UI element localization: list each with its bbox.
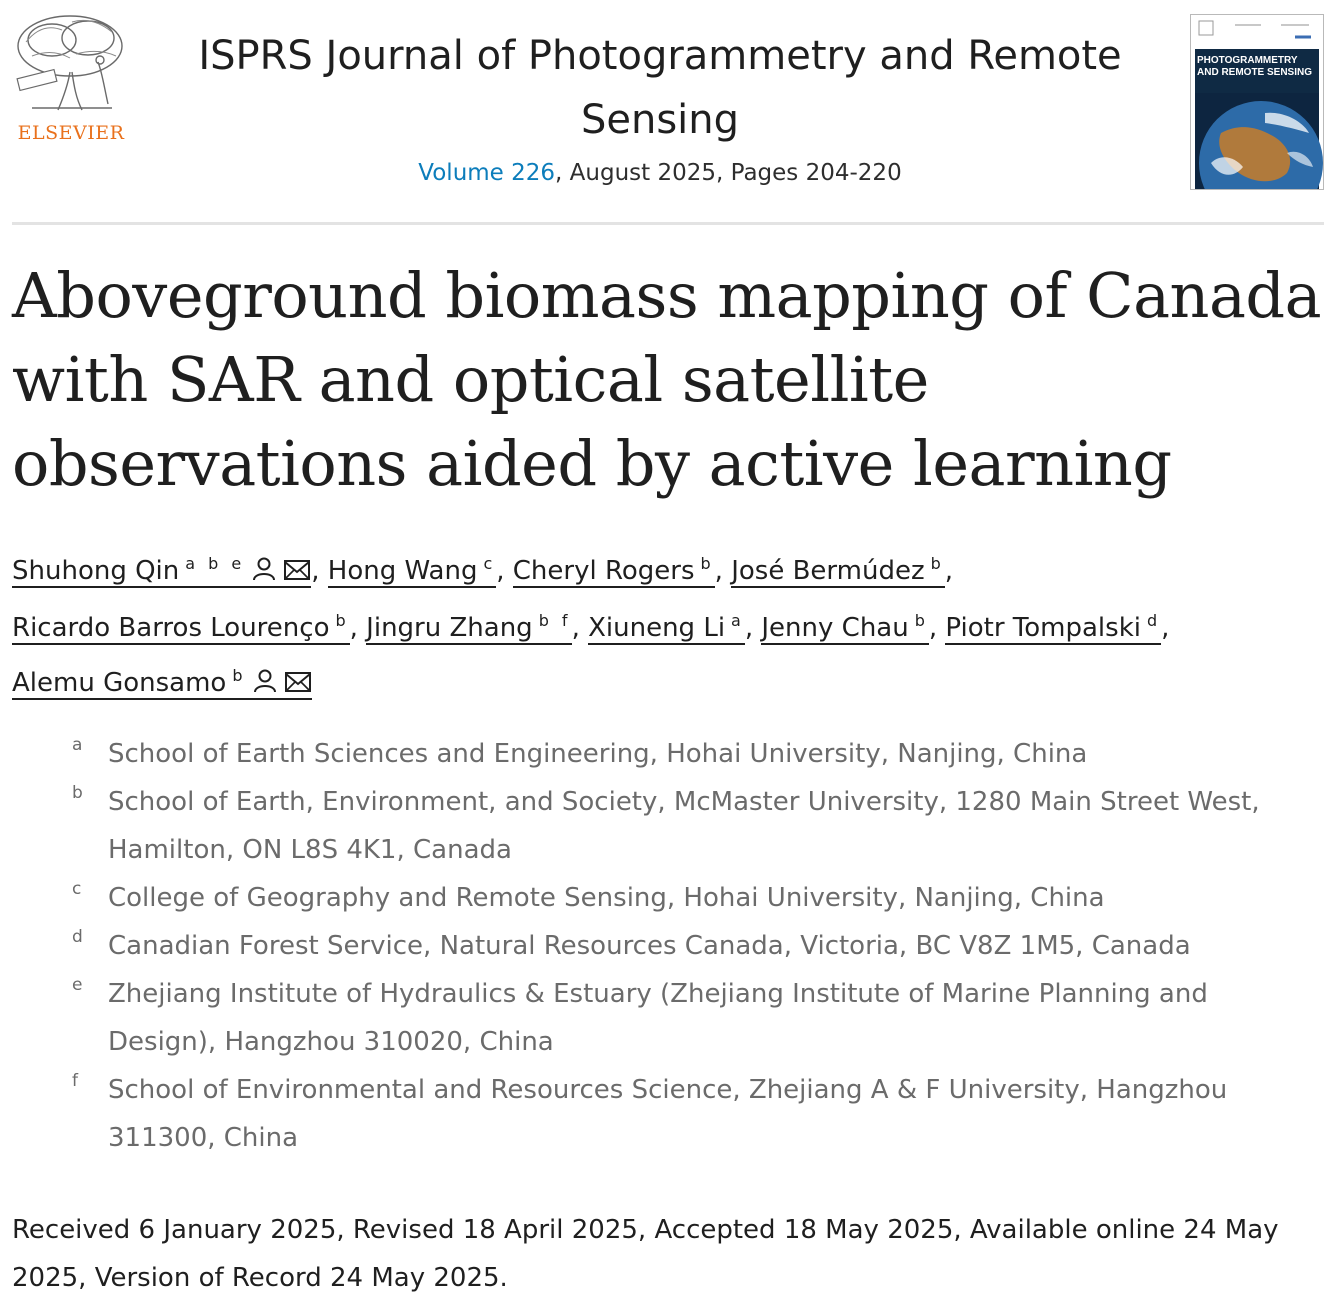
affiliation-label: c	[72, 879, 82, 899]
author-ricardo-barros-lourenco[interactable]	[12, 613, 350, 645]
author-jenny-chau[interactable]	[761, 613, 928, 645]
affiliation-d	[72, 922, 1312, 970]
person-icon[interactable]	[252, 661, 278, 709]
cover-header-area	[1191, 15, 1323, 49]
history-line: Received 6 January 2025, Revised 18 April 2025, Accepted 18 May 2025, Available online 24 May	[12, 1215, 1279, 1245]
author-name: Hong Wang	[327, 556, 478, 586]
affiliation-text: College of Geography and Remote Sensing, Hohai University, Nanjing, China	[108, 883, 1105, 913]
history-line: 2025, Version of Record 24 May 2025.	[12, 1263, 508, 1293]
elsevier-tree-icon	[12, 12, 130, 116]
journal-cover-image[interactable]	[1190, 14, 1324, 190]
affiliation-text: School of Environmental and Resources Science, Zhejiang A & F University, Hangzhou	[108, 1075, 1228, 1105]
author-affiliation-refs: b	[335, 611, 350, 630]
email-icon[interactable]	[284, 661, 312, 709]
author-name: Shuhong Qin	[12, 556, 180, 586]
cover-title-line1: PHOTOGRAMMETRY	[1197, 55, 1298, 66]
affiliation-text: Zhejiang Institute of Hydraulics & Estuary (Zhejiang Institute of Marine Planning and	[108, 979, 1208, 1009]
volume-link[interactable]: Volume 226	[418, 160, 556, 186]
header-divider	[12, 222, 1324, 225]
affiliation-list	[72, 730, 1312, 1162]
author-shuhong-qin[interactable]	[12, 556, 311, 588]
person-icon[interactable]	[251, 549, 277, 597]
author-separator: ,	[928, 613, 938, 643]
affiliation-label: e	[72, 975, 83, 995]
article-title: Aboveground biomass mapping of Canada with SAR and optical satellite observations aided by active learning	[12, 259, 1322, 500]
affiliation-label: d	[72, 927, 83, 947]
author-name: José Bermúdez	[731, 556, 925, 586]
author-affiliation-refs: b	[232, 666, 247, 685]
author-name: Xiuneng Li	[588, 613, 726, 643]
affiliation-e	[72, 970, 1312, 1066]
author-name: Cheryl Rogers	[512, 556, 695, 586]
author-name: Piotr Tompalski	[945, 613, 1141, 643]
issue-details: , August 2025, Pages 204-220	[555, 160, 902, 186]
author-affiliation-refs: b	[914, 611, 929, 630]
author-cheryl-rogers[interactable]	[513, 556, 715, 588]
journal-title-link[interactable]: ISPRS Journal of Photogrammetry and Remote Sensing	[198, 33, 1122, 143]
article-header	[0, 0, 1344, 224]
earth-cover-icon	[1191, 93, 1323, 190]
author-name: Jingru Zhang	[366, 613, 533, 643]
publisher-name: ELSEVIER	[17, 122, 125, 144]
affiliation-text: 311300, China	[108, 1123, 299, 1153]
affiliation-b	[72, 778, 1312, 874]
author-name: Ricardo Barros Lourenço	[12, 613, 330, 643]
author-name: Jenny Chau	[761, 613, 909, 643]
cover-title-line2: AND REMOTE SENSING	[1197, 67, 1313, 78]
author-hong-wang[interactable]	[328, 556, 496, 588]
author-separator: ,	[311, 556, 320, 586]
author-affiliation-refs: a b e	[185, 554, 246, 573]
author-affiliation-refs: b	[700, 554, 715, 573]
affiliation-label: f	[72, 1071, 78, 1091]
affiliation-a	[72, 730, 1312, 778]
affiliation-f	[72, 1066, 1312, 1162]
author-name: Alemu Gonsamo	[12, 668, 227, 698]
author-separator: ,	[496, 556, 505, 586]
author-jose-bermudez[interactable]	[731, 556, 945, 588]
affiliation-text: Design), Hangzhou 310020, China	[108, 1027, 554, 1057]
author-xiuneng-li[interactable]	[588, 613, 745, 645]
author-separator: ,	[571, 613, 580, 643]
author-affiliation-refs: d	[1146, 611, 1162, 630]
author-affiliation-refs: b f	[538, 611, 572, 630]
author-jingru-zhang[interactable]	[366, 613, 571, 645]
affiliation-text: Canadian Forest Service, Natural Resources Canada, Victoria, BC V8Z 1M5, Canada	[108, 931, 1191, 961]
author-separator: ,	[1161, 613, 1170, 643]
author-list	[12, 540, 1332, 709]
email-icon[interactable]	[283, 549, 311, 597]
affiliation-text: School of Earth Sciences and Engineering, Hohai University, Nanjing, China	[108, 739, 1088, 769]
author-alemu-gonsamo[interactable]	[12, 668, 312, 700]
issue-line	[170, 158, 1150, 188]
affiliation-label: b	[72, 783, 83, 803]
author-affiliation-refs: b	[930, 554, 945, 573]
author-affiliation-refs: c	[483, 554, 497, 573]
affiliation-label: a	[72, 735, 83, 755]
affiliation-text: School of Earth, Environment, and Society, McMaster University, 1280 Main Street West,	[108, 787, 1260, 817]
author-piotr-tompalski[interactable]	[945, 613, 1161, 645]
article-history	[12, 1206, 1322, 1302]
author-affiliation-refs: a	[731, 611, 745, 630]
publisher-logo[interactable]	[12, 12, 130, 146]
affiliation-c	[72, 874, 1312, 922]
author-separator: ,	[714, 556, 723, 586]
author-separator: ,	[349, 613, 358, 643]
author-separator: ,	[744, 613, 754, 643]
affiliation-text: Hamilton, ON L8S 4K1, Canada	[108, 835, 512, 865]
author-separator: ,	[944, 556, 954, 586]
journal-info	[170, 24, 1150, 188]
